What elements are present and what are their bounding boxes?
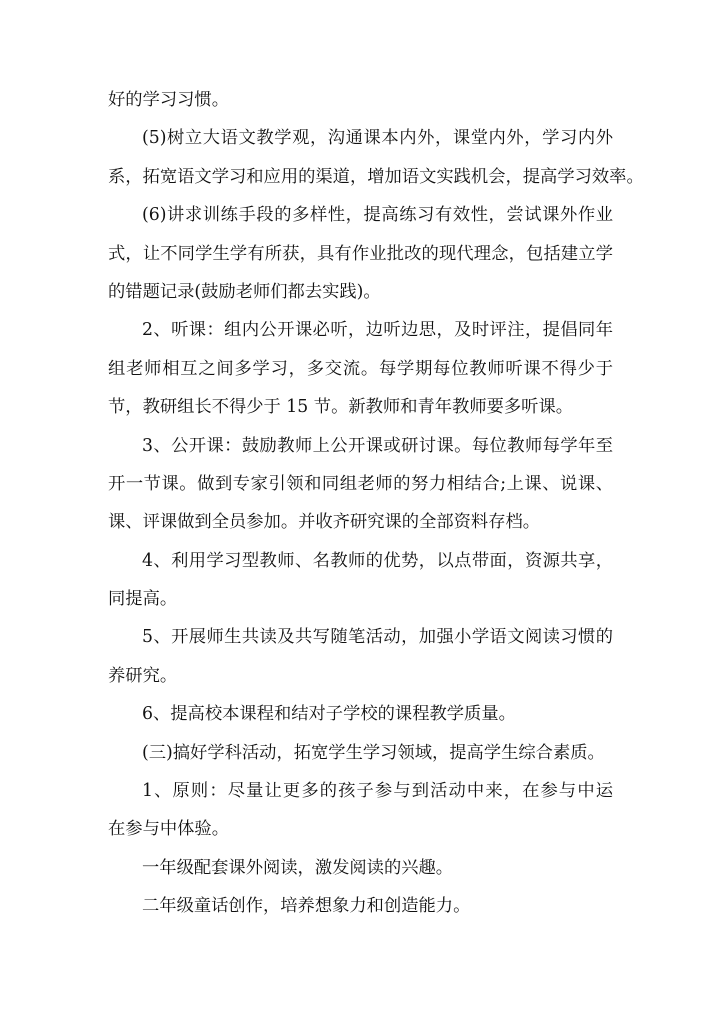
text-line: 二年级童话创作，培养想象力和创造能力。 bbox=[142, 896, 471, 917]
text-line: (三)搞好学科活动，拓宽学生学习领域，提高学生综合素质。 bbox=[142, 742, 605, 763]
text-line: 开一节课。做到专家引领和同组老师的努力相结合;上课、说课、 bbox=[108, 473, 613, 494]
paragraph bbox=[108, 311, 613, 426]
text-line: 1、原则：尽量让更多的孩子参与到活动中来，在参与中运 bbox=[142, 781, 613, 802]
text-line: (6)讲求训练手段的多样性，提高练习有效性，尝试课外作业 bbox=[142, 205, 613, 226]
paragraph bbox=[108, 618, 613, 695]
text-line: 的错题记录(鼓励老师们都去实践)。 bbox=[108, 281, 381, 302]
text-line: 好的学习习惯。 bbox=[108, 90, 229, 110]
text-line: (5)树立大语文教学观，沟通课本内外，课堂内外，学习内外 bbox=[142, 128, 613, 149]
text-line: 3、公开课：鼓励教师上公开课或研讨课。每位教师每学年至 bbox=[142, 435, 613, 456]
paragraph bbox=[108, 849, 613, 887]
paragraph bbox=[108, 695, 613, 733]
text-line: 养研究。 bbox=[108, 665, 178, 686]
text-line: 节，教研组长不得少于 15 节。新教师和青年教师要多听课。 bbox=[108, 397, 574, 418]
document-body bbox=[108, 81, 644, 926]
text-line: 5、开展师生共读及共写随笔活动，加强小学语文阅读习惯的 bbox=[142, 627, 613, 648]
text-line: 6、提高校本课程和结对子学校的课程教学质量。 bbox=[142, 704, 516, 725]
text-line: 式，让不同学生学有所获，具有作业批改的现代理念，包括建立学 bbox=[108, 243, 613, 264]
paragraph bbox=[108, 196, 613, 311]
paragraph bbox=[108, 734, 613, 772]
text-line: 组老师相互之间多学习，多交流。每学期每位教师听课不得少于 bbox=[108, 358, 613, 379]
text-line: 课、评课做到全员参加。并收齐研究课的全部资料存档。 bbox=[108, 512, 541, 533]
paragraph bbox=[108, 772, 613, 849]
paragraph bbox=[108, 542, 613, 619]
paragraph bbox=[108, 427, 613, 542]
text-line: 4、利用学习型教师、名教师的优势，以点带面，资源共享， bbox=[142, 550, 613, 571]
text-line: 系，拓宽语文学习和应用的渠道，增加语文实践机会，提高学习效率。 bbox=[108, 166, 644, 187]
paragraph bbox=[108, 119, 644, 196]
text-line: 同提高。 bbox=[108, 589, 178, 610]
text-line: 2、听课：组内公开课必听，边听边思，及时评注，提倡同年 bbox=[142, 320, 613, 341]
text-line: 在参与中体验。 bbox=[108, 819, 229, 840]
paragraph bbox=[108, 81, 613, 119]
text-line: 一年级配套课外阅读，激发阅读的兴趣。 bbox=[142, 857, 454, 878]
paragraph bbox=[108, 887, 613, 925]
